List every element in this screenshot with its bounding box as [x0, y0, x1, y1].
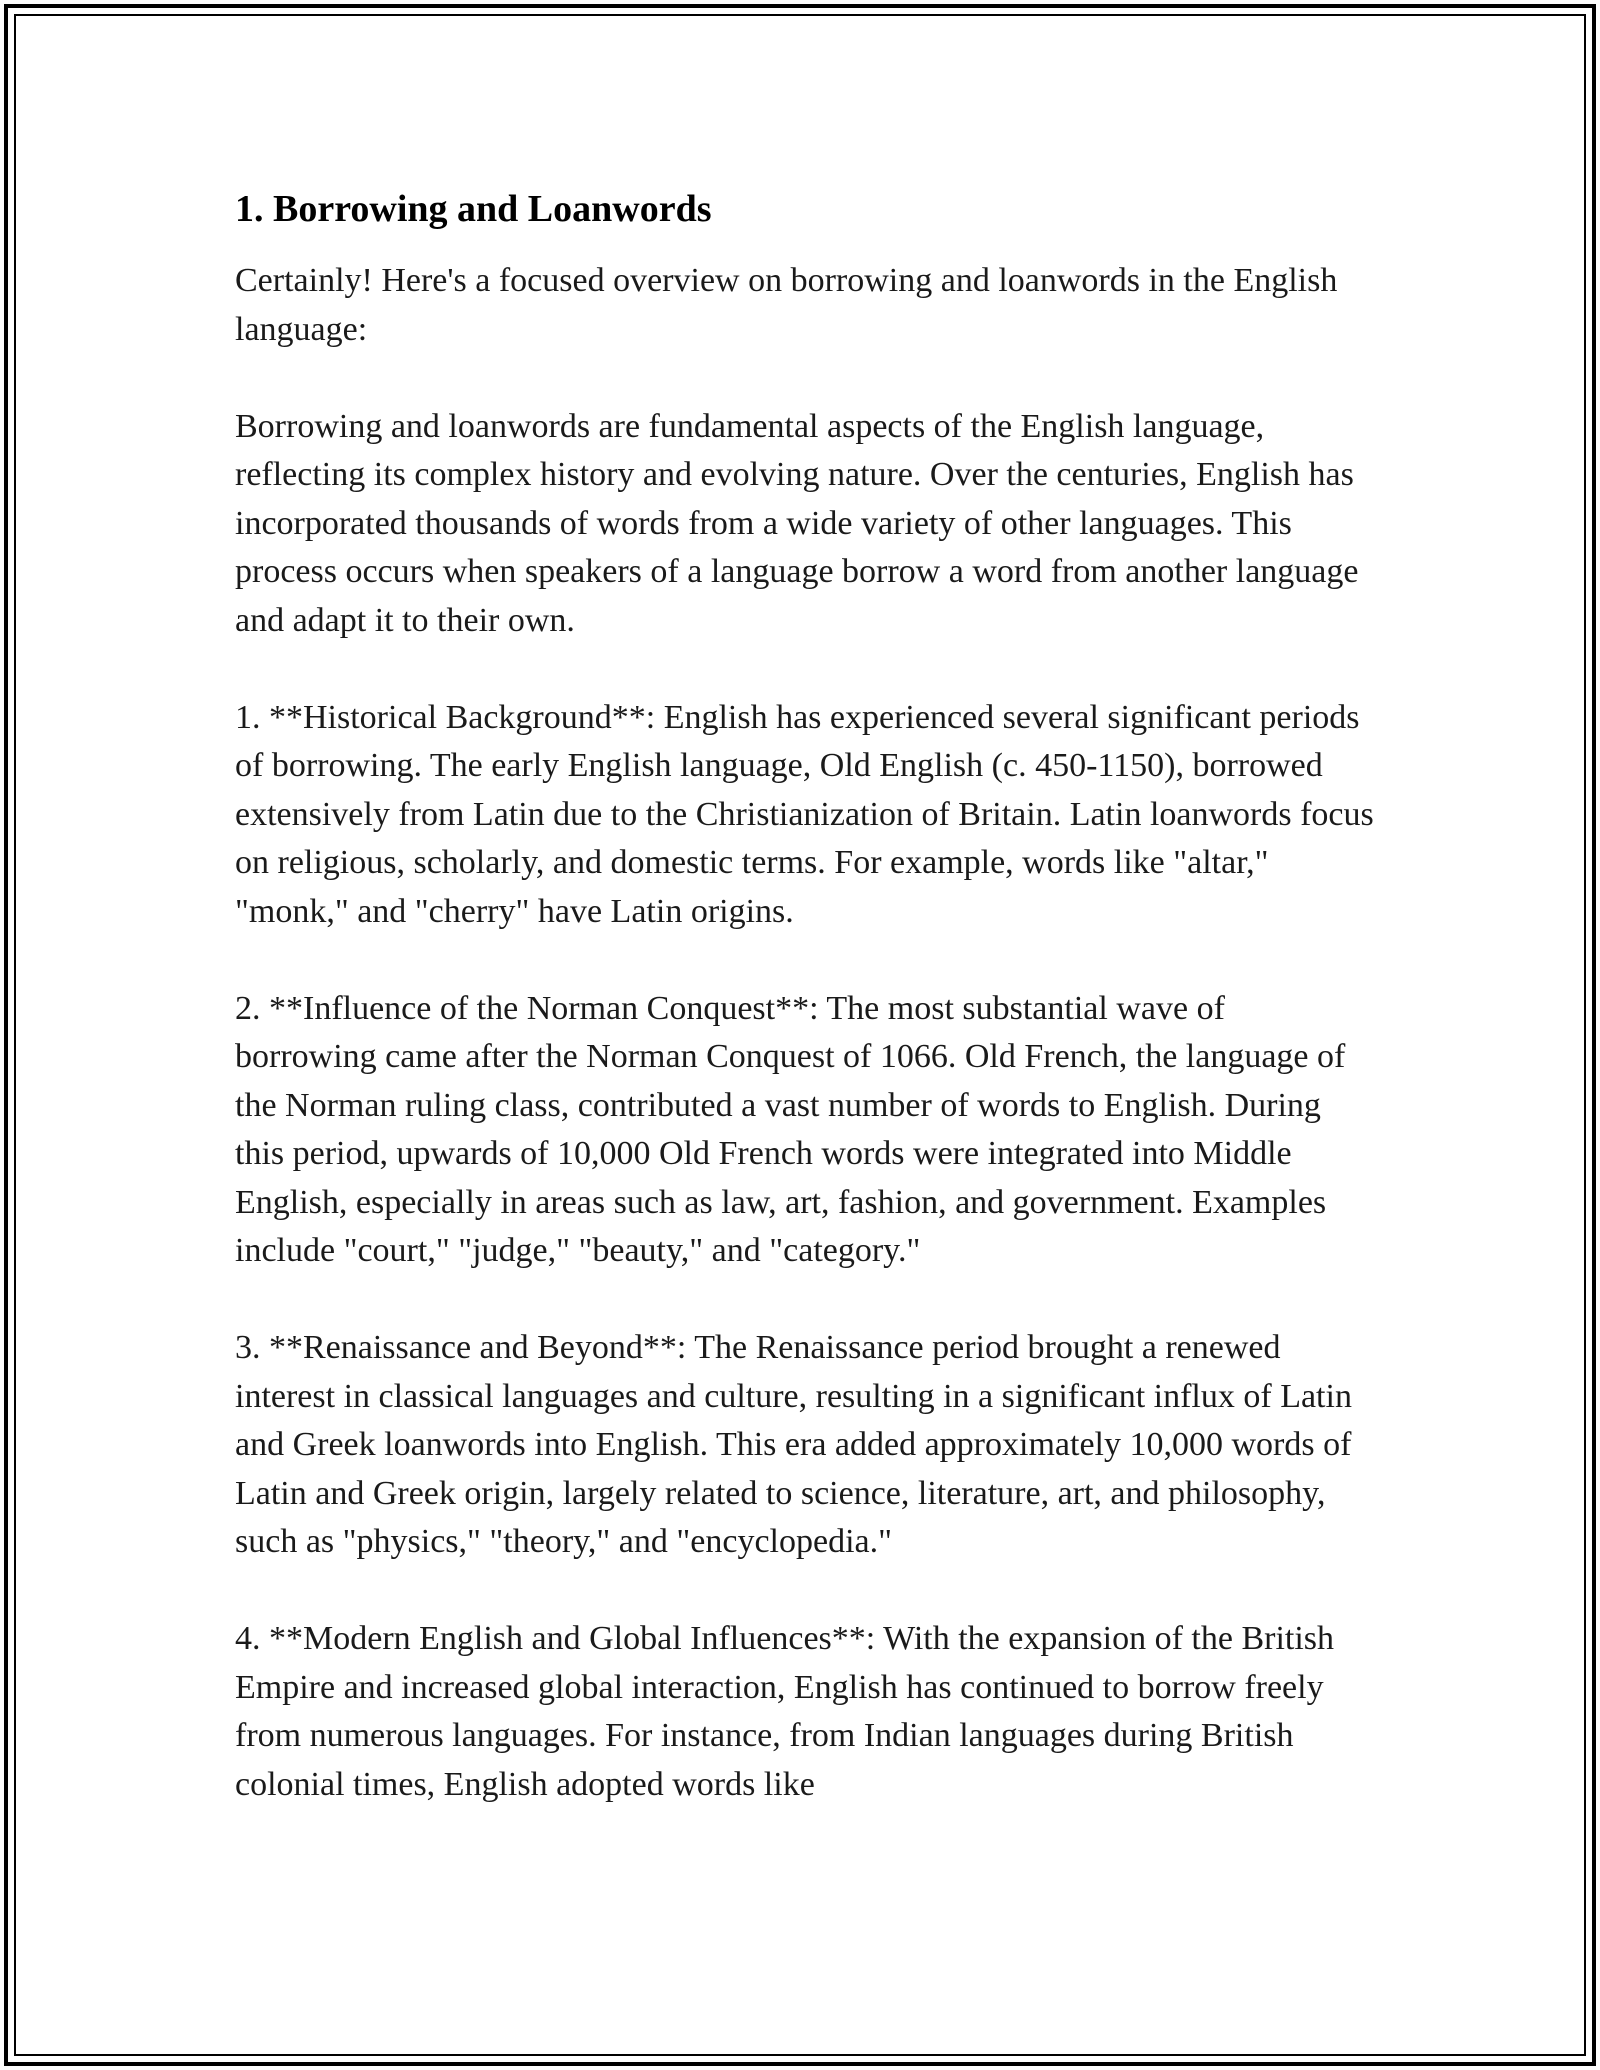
norman-conquest-paragraph: 2. **Influence of the Norman Conquest**: The most substantial wave of borrowing came after the Norman Conquest of 1066. Old French, the language of the Norman ruling class, contributed a vast number of words to English. During this period, upwards of 10,000 Old French words were integrated into Middle English, especially in areas such as law, art, fashion, and government. Examples include "court," "judge," "beauty," and "category." [235, 989, 1346, 1269]
renaissance-paragraph: 3. **Renaissance and Beyond**: The Renaissance period brought a renewed interest in classical languages and culture, resulting in a significant influx of Latin and Greek loanwords into English. This era added approximately 10,000 words of Latin and Greek origin, largely related to science, literature, art, and philosophy, such as "physics," "theory," and "encyclopedia." [235, 1329, 1352, 1560]
document-body [235, 185, 1375, 1809]
overview-paragraph: Borrowing and loanwords are fundamental aspects of the English language, reflecting its complex history and evolving nature. Over the centuries, English has incorporated thousands of words from a wide variety of other languages. This process occurs when speakers of a language borrow a word from another language and adapt it to their own. [235, 407, 1359, 639]
section-heading: 1. Borrowing and Loanwords [235, 188, 712, 230]
intro-paragraph: Certainly! Here's a focused overview on borrowing and loanwords in the English language: [235, 262, 1338, 348]
historical-background-paragraph: 1. **Historical Background**: English has experienced several significant periods of borrowing. The early English language, Old English (c. 450-1150), borrowed extensively from Latin due to the Christianization of Britain. Latin loanwords focus on religious, scholarly, and domestic terms. For example, words like "altar," "monk," and "cherry" have Latin origins. [235, 698, 1374, 930]
modern-english-paragraph: 4. **Modern English and Global Influences**: With the expansion of the British Empire and increased global interaction, English has continued to borrow freely from numerous languages. For instance, from Indian languages during British colonial times, English adopted words like [235, 1620, 1335, 1803]
